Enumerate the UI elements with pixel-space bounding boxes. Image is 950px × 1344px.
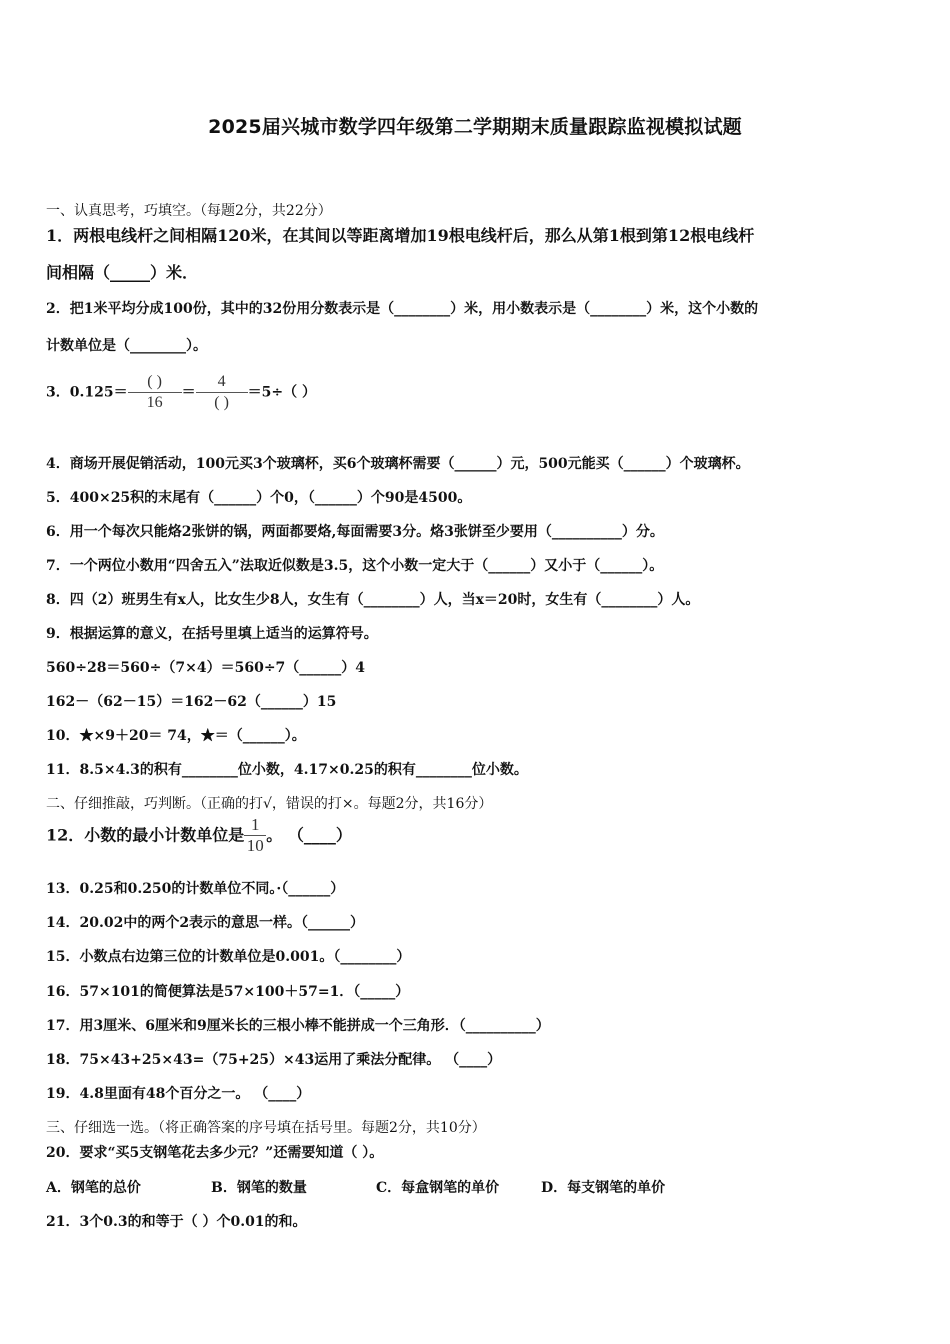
question-7: 7．一个两位小数用“四舍五入”法取近似数是3.5，这个小数一定大于（______）又小于（______）。 <box>46 558 664 574</box>
question-9-line-a: 560÷28＝560÷（7×4）＝560÷7（______）4 <box>46 660 366 676</box>
question-3-prefix: 3．0.125＝ <box>46 384 128 401</box>
question-17: 17．用3厘米、6厘米和9厘米长的三根小棒不能拼成一个三角形．（__________） <box>46 1018 550 1034</box>
option-b: B．钢笔的数量 <box>211 1180 307 1196</box>
section-1-heading: 一、认真思考，巧填空。（每题2分，共22分） <box>46 203 332 219</box>
question-19: 19．4.8里面有48个百分之一。 （____） <box>46 1086 311 1102</box>
fraction-1-denominator: 16 <box>146 394 163 411</box>
question-3-suffix: ＝5÷（ ） <box>247 384 316 401</box>
question-20-options <box>46 1179 665 1197</box>
fraction-2-numerator: 4 <box>217 373 226 390</box>
question-5: 5．400×25积的末尾有（______）个0，（______）个90是4500。 <box>46 490 472 506</box>
question-9: 9．根据运算的意义，在括号里填上适当的运算符号。 <box>46 626 378 642</box>
question-1-line-2: 间相隔（_____）米． <box>46 263 199 282</box>
question-2-line-2: 计数单位是（________）。 <box>46 338 207 354</box>
fraction-4-over-blank <box>196 372 248 413</box>
fraction-3-numerator: 1 <box>251 815 260 834</box>
section-3-heading: 三、仔细选一选。（将正确答案的序号填在括号里。每题2分，共10分） <box>46 1120 486 1136</box>
option-d: D．每支钢笔的单价 <box>541 1180 666 1196</box>
question-11: 11．8.5×4.3的积有________位小数，4.17×0.25的积有________位小数。 <box>46 762 528 778</box>
question-10: 10．★×9＋20＝ 74，★＝（______）。 <box>46 728 306 744</box>
question-9-line-b: 162－（62－15）＝162－62（______）15 <box>46 694 337 710</box>
question-21: 21．3个0.3的和等于（ ）个0.01的和。 <box>46 1214 307 1230</box>
page-title: 2025届兴城市数学四年级第二学期期末质量跟踪监视模拟试题 <box>208 116 742 138</box>
question-20: 20．要求“买5支钢笔花去多少元？”还需要知道（ ）。 <box>46 1145 384 1161</box>
fraction-one-tenth <box>244 815 266 856</box>
question-18: 18．75×43+25×43=（75+25）×43运用了乘法分配律。 （____） <box>46 1052 502 1068</box>
question-1-line-1: 1．两根电线杆之间相隔120米，在其间以等距离增加19根电线杆后，那么从第1根到第12根电线杆 <box>46 226 755 245</box>
option-a: A．钢笔的总价 <box>46 1180 141 1196</box>
fraction-2-denominator: ( ) <box>214 394 229 411</box>
fraction-1-numerator: ( ) <box>147 373 162 390</box>
question-12-prefix: 12．小数的最小计数单位是 <box>46 825 245 845</box>
question-3-equals: ＝ <box>181 384 196 401</box>
question-15: 15．小数点右边第三位的计数单位是0.001。（________） <box>46 949 411 965</box>
question-16: 16．57×101的简便算法是57×100＋57=1．（_____） <box>46 984 410 1000</box>
fraction-blank-over-16 <box>128 372 182 413</box>
question-3 <box>46 372 316 413</box>
question-4: 4．商场开展促销活动，100元买3个玻璃杯，买6个玻璃杯需要（______）元，500元能买（______）个玻璃杯。 <box>46 456 750 472</box>
option-c: C．每盒钢笔的单价 <box>376 1180 500 1196</box>
question-12 <box>46 815 352 856</box>
question-6: 6．用一个每次只能烙2张饼的锅，两面都要烙,每面需要3分。烙3张饼至少要用（__________）分。 <box>46 524 664 540</box>
question-8: 8．四（2）班男生有x人，比女生少8人，女生有（________）人，当x＝20时，女生有（________）人。 <box>46 592 700 608</box>
question-14: 14．20.02中的两个2表示的意思一样。（______） <box>46 915 365 931</box>
section-2-heading: 二、仔细推敲，巧判断。（正确的打√，错误的打×。每题2分，共16分） <box>46 796 493 812</box>
question-2-line-1: 2．把1米平均分成100份，其中的32份用分数表示是（________）米，用小数表示是（________）米，这个小数的 <box>46 301 759 317</box>
question-13: 13．0.25和0.250的计数单位不同。·（______） <box>46 881 345 897</box>
fraction-3-denominator: 10 <box>246 836 264 855</box>
question-12-suffix: 。 （____） <box>266 825 352 845</box>
